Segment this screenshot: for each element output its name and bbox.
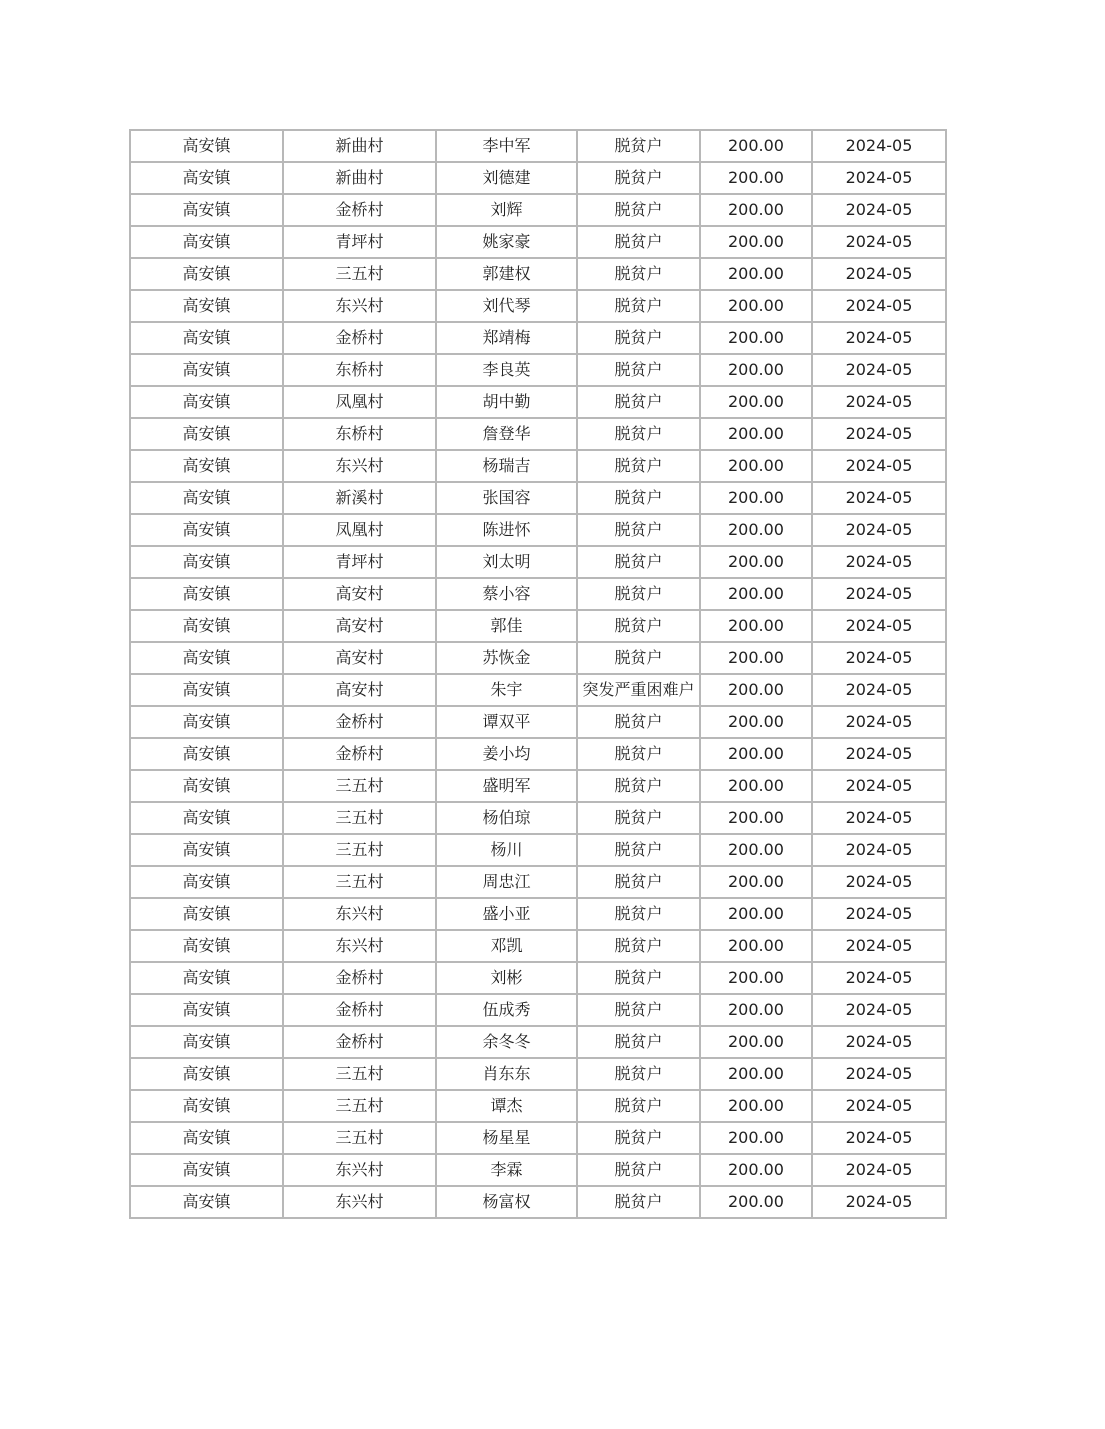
cell-amount: 200.00 [700, 994, 812, 1026]
cell-household-type: 脱贫户 [577, 1154, 700, 1186]
subsidy-table [129, 129, 947, 1219]
table-row [130, 514, 946, 546]
cell-town: 高安镇 [130, 994, 283, 1026]
cell-name: 杨伯琼 [436, 802, 577, 834]
cell-month: 2024-05 [812, 354, 946, 386]
cell-town: 高安镇 [130, 514, 283, 546]
cell-town: 高安镇 [130, 738, 283, 770]
cell-amount: 200.00 [700, 226, 812, 258]
cell-month: 2024-05 [812, 1058, 946, 1090]
cell-household-type: 脱贫户 [577, 1058, 700, 1090]
cell-month: 2024-05 [812, 738, 946, 770]
cell-month: 2024-05 [812, 130, 946, 162]
cell-month: 2024-05 [812, 482, 946, 514]
cell-household-type: 脱贫户 [577, 162, 700, 194]
cell-name: 肖东东 [436, 1058, 577, 1090]
cell-name: 郑靖梅 [436, 322, 577, 354]
cell-village: 三五村 [283, 770, 436, 802]
cell-amount: 200.00 [700, 514, 812, 546]
cell-village: 高安村 [283, 674, 436, 706]
table-row [130, 898, 946, 930]
cell-town: 高安镇 [130, 226, 283, 258]
cell-name: 刘太明 [436, 546, 577, 578]
cell-village: 三五村 [283, 834, 436, 866]
cell-town: 高安镇 [130, 1058, 283, 1090]
table-row [130, 994, 946, 1026]
cell-town: 高安镇 [130, 290, 283, 322]
cell-amount: 200.00 [700, 642, 812, 674]
cell-household-type: 脱贫户 [577, 642, 700, 674]
cell-village: 三五村 [283, 1122, 436, 1154]
cell-household-type: 脱贫户 [577, 354, 700, 386]
cell-household-type: 脱贫户 [577, 930, 700, 962]
cell-household-type: 脱贫户 [577, 514, 700, 546]
cell-village: 东兴村 [283, 898, 436, 930]
cell-amount: 200.00 [700, 194, 812, 226]
cell-village: 高安村 [283, 578, 436, 610]
cell-town: 高安镇 [130, 930, 283, 962]
cell-town: 高安镇 [130, 706, 283, 738]
table-row [130, 322, 946, 354]
cell-household-type: 脱贫户 [577, 898, 700, 930]
cell-village: 三五村 [283, 866, 436, 898]
cell-amount: 200.00 [700, 354, 812, 386]
cell-name: 刘德建 [436, 162, 577, 194]
cell-household-type: 脱贫户 [577, 290, 700, 322]
table-row [130, 1122, 946, 1154]
cell-name: 蔡小容 [436, 578, 577, 610]
cell-town: 高安镇 [130, 578, 283, 610]
cell-village: 金桥村 [283, 322, 436, 354]
cell-month: 2024-05 [812, 514, 946, 546]
cell-household-type: 脱贫户 [577, 802, 700, 834]
cell-month: 2024-05 [812, 1122, 946, 1154]
cell-amount: 200.00 [700, 482, 812, 514]
cell-month: 2024-05 [812, 386, 946, 418]
table-row [130, 738, 946, 770]
cell-amount: 200.00 [700, 450, 812, 482]
cell-month: 2024-05 [812, 1090, 946, 1122]
cell-village: 东兴村 [283, 1154, 436, 1186]
cell-town: 高安镇 [130, 162, 283, 194]
cell-amount: 200.00 [700, 578, 812, 610]
cell-village: 东兴村 [283, 930, 436, 962]
cell-household-type: 脱贫户 [577, 386, 700, 418]
cell-town: 高安镇 [130, 1186, 283, 1218]
table-row [130, 770, 946, 802]
cell-household-type: 脱贫户 [577, 706, 700, 738]
cell-town: 高安镇 [130, 354, 283, 386]
cell-village: 金桥村 [283, 994, 436, 1026]
subsidy-table-body [130, 130, 946, 1218]
cell-village: 三五村 [283, 802, 436, 834]
cell-name: 郭佳 [436, 610, 577, 642]
cell-name: 刘彬 [436, 962, 577, 994]
cell-village: 青坪村 [283, 546, 436, 578]
cell-amount: 200.00 [700, 898, 812, 930]
table-row [130, 482, 946, 514]
cell-month: 2024-05 [812, 290, 946, 322]
table-row [130, 450, 946, 482]
cell-name: 李霖 [436, 1154, 577, 1186]
cell-amount: 200.00 [700, 1122, 812, 1154]
cell-month: 2024-05 [812, 706, 946, 738]
cell-household-type: 脱贫户 [577, 1090, 700, 1122]
cell-amount: 200.00 [700, 610, 812, 642]
cell-name: 盛明军 [436, 770, 577, 802]
cell-town: 高安镇 [130, 386, 283, 418]
cell-name: 朱宇 [436, 674, 577, 706]
table-row [130, 802, 946, 834]
cell-amount: 200.00 [700, 770, 812, 802]
cell-town: 高安镇 [130, 802, 283, 834]
cell-village: 金桥村 [283, 962, 436, 994]
cell-amount: 200.00 [700, 834, 812, 866]
cell-month: 2024-05 [812, 258, 946, 290]
cell-amount: 200.00 [700, 130, 812, 162]
cell-village: 新溪村 [283, 482, 436, 514]
table-row [130, 226, 946, 258]
table-row [130, 930, 946, 962]
cell-month: 2024-05 [812, 674, 946, 706]
cell-name: 杨川 [436, 834, 577, 866]
cell-name: 詹登华 [436, 418, 577, 450]
cell-amount: 200.00 [700, 546, 812, 578]
cell-amount: 200.00 [700, 162, 812, 194]
cell-town: 高安镇 [130, 834, 283, 866]
cell-household-type: 脱贫户 [577, 322, 700, 354]
table-row [130, 258, 946, 290]
cell-amount: 200.00 [700, 866, 812, 898]
cell-household-type: 脱贫户 [577, 418, 700, 450]
cell-household-type: 脱贫户 [577, 546, 700, 578]
cell-town: 高安镇 [130, 322, 283, 354]
cell-month: 2024-05 [812, 1026, 946, 1058]
table-row [130, 130, 946, 162]
table-row [130, 1186, 946, 1218]
cell-town: 高安镇 [130, 1026, 283, 1058]
cell-village: 凤凰村 [283, 514, 436, 546]
cell-name: 胡中勤 [436, 386, 577, 418]
table-row [130, 578, 946, 610]
cell-household-type: 脱贫户 [577, 226, 700, 258]
cell-amount: 200.00 [700, 802, 812, 834]
cell-name: 姚家豪 [436, 226, 577, 258]
cell-town: 高安镇 [130, 898, 283, 930]
cell-name: 谭双平 [436, 706, 577, 738]
table-row [130, 418, 946, 450]
cell-month: 2024-05 [812, 418, 946, 450]
cell-month: 2024-05 [812, 610, 946, 642]
cell-household-type: 脱贫户 [577, 194, 700, 226]
cell-month: 2024-05 [812, 546, 946, 578]
cell-household-type: 脱贫户 [577, 450, 700, 482]
cell-household-type: 脱贫户 [577, 770, 700, 802]
cell-name: 郭建权 [436, 258, 577, 290]
cell-month: 2024-05 [812, 226, 946, 258]
cell-household-type: 脱贫户 [577, 738, 700, 770]
cell-name: 李良英 [436, 354, 577, 386]
table-row [130, 1154, 946, 1186]
cell-town: 高安镇 [130, 1122, 283, 1154]
table-row [130, 610, 946, 642]
cell-amount: 200.00 [700, 322, 812, 354]
cell-month: 2024-05 [812, 642, 946, 674]
cell-name: 余冬冬 [436, 1026, 577, 1058]
cell-name: 杨瑞吉 [436, 450, 577, 482]
table-row [130, 866, 946, 898]
cell-village: 三五村 [283, 1058, 436, 1090]
cell-amount: 200.00 [700, 738, 812, 770]
cell-name: 杨富权 [436, 1186, 577, 1218]
cell-name: 盛小亚 [436, 898, 577, 930]
cell-village: 东桥村 [283, 418, 436, 450]
cell-household-type: 脱贫户 [577, 962, 700, 994]
cell-month: 2024-05 [812, 450, 946, 482]
cell-amount: 200.00 [700, 1026, 812, 1058]
cell-amount: 200.00 [700, 962, 812, 994]
cell-name: 姜小均 [436, 738, 577, 770]
cell-town: 高安镇 [130, 1154, 283, 1186]
cell-month: 2024-05 [812, 898, 946, 930]
cell-month: 2024-05 [812, 802, 946, 834]
cell-village: 青坪村 [283, 226, 436, 258]
cell-amount: 200.00 [700, 674, 812, 706]
cell-village: 东桥村 [283, 354, 436, 386]
cell-name: 杨星星 [436, 1122, 577, 1154]
cell-name: 谭杰 [436, 1090, 577, 1122]
table-row [130, 194, 946, 226]
cell-name: 刘辉 [436, 194, 577, 226]
cell-household-type: 脱贫户 [577, 482, 700, 514]
cell-amount: 200.00 [700, 386, 812, 418]
cell-town: 高安镇 [130, 546, 283, 578]
cell-town: 高安镇 [130, 258, 283, 290]
cell-month: 2024-05 [812, 962, 946, 994]
cell-town: 高安镇 [130, 418, 283, 450]
cell-town: 高安镇 [130, 482, 283, 514]
cell-month: 2024-05 [812, 578, 946, 610]
cell-village: 金桥村 [283, 1026, 436, 1058]
cell-month: 2024-05 [812, 322, 946, 354]
cell-town: 高安镇 [130, 450, 283, 482]
cell-household-type: 脱贫户 [577, 578, 700, 610]
cell-town: 高安镇 [130, 866, 283, 898]
cell-town: 高安镇 [130, 674, 283, 706]
cell-household-type: 突发严重困难户 [577, 674, 700, 706]
cell-month: 2024-05 [812, 162, 946, 194]
table-row [130, 1090, 946, 1122]
cell-village: 金桥村 [283, 738, 436, 770]
cell-town: 高安镇 [130, 610, 283, 642]
table-row [130, 834, 946, 866]
table-row [130, 386, 946, 418]
cell-village: 高安村 [283, 610, 436, 642]
cell-household-type: 脱贫户 [577, 130, 700, 162]
cell-village: 金桥村 [283, 706, 436, 738]
table-row [130, 962, 946, 994]
cell-amount: 200.00 [700, 1058, 812, 1090]
cell-name: 张国容 [436, 482, 577, 514]
cell-town: 高安镇 [130, 194, 283, 226]
cell-town: 高安镇 [130, 130, 283, 162]
cell-village: 东兴村 [283, 1186, 436, 1218]
cell-amount: 200.00 [700, 706, 812, 738]
cell-town: 高安镇 [130, 770, 283, 802]
table-row [130, 1026, 946, 1058]
cell-household-type: 脱贫户 [577, 1026, 700, 1058]
cell-household-type: 脱贫户 [577, 1186, 700, 1218]
table-row [130, 1058, 946, 1090]
cell-town: 高安镇 [130, 642, 283, 674]
cell-village: 三五村 [283, 258, 436, 290]
cell-household-type: 脱贫户 [577, 866, 700, 898]
cell-household-type: 脱贫户 [577, 258, 700, 290]
cell-village: 东兴村 [283, 450, 436, 482]
cell-month: 2024-05 [812, 770, 946, 802]
table-row [130, 354, 946, 386]
table-row [130, 162, 946, 194]
table-row [130, 642, 946, 674]
cell-village: 金桥村 [283, 194, 436, 226]
cell-amount: 200.00 [700, 930, 812, 962]
table-row [130, 674, 946, 706]
cell-name: 陈进怀 [436, 514, 577, 546]
cell-village: 凤凰村 [283, 386, 436, 418]
cell-name: 苏恢金 [436, 642, 577, 674]
cell-amount: 200.00 [700, 290, 812, 322]
cell-household-type: 脱贫户 [577, 1122, 700, 1154]
cell-household-type: 脱贫户 [577, 994, 700, 1026]
cell-household-type: 脱贫户 [577, 610, 700, 642]
cell-name: 李中军 [436, 130, 577, 162]
cell-name: 邓凯 [436, 930, 577, 962]
cell-month: 2024-05 [812, 1154, 946, 1186]
cell-month: 2024-05 [812, 930, 946, 962]
cell-amount: 200.00 [700, 1186, 812, 1218]
cell-amount: 200.00 [700, 1154, 812, 1186]
cell-village: 三五村 [283, 1090, 436, 1122]
cell-name: 伍成秀 [436, 994, 577, 1026]
cell-town: 高安镇 [130, 962, 283, 994]
cell-name: 周忠江 [436, 866, 577, 898]
cell-amount: 200.00 [700, 418, 812, 450]
cell-amount: 200.00 [700, 258, 812, 290]
cell-village: 高安村 [283, 642, 436, 674]
table-row [130, 706, 946, 738]
cell-household-type: 脱贫户 [577, 834, 700, 866]
cell-village: 新曲村 [283, 130, 436, 162]
cell-name: 刘代琴 [436, 290, 577, 322]
cell-amount: 200.00 [700, 1090, 812, 1122]
cell-month: 2024-05 [812, 834, 946, 866]
cell-month: 2024-05 [812, 1186, 946, 1218]
cell-month: 2024-05 [812, 194, 946, 226]
table-row [130, 290, 946, 322]
cell-month: 2024-05 [812, 866, 946, 898]
cell-village: 东兴村 [283, 290, 436, 322]
cell-village: 新曲村 [283, 162, 436, 194]
cell-month: 2024-05 [812, 994, 946, 1026]
table-row [130, 546, 946, 578]
cell-town: 高安镇 [130, 1090, 283, 1122]
